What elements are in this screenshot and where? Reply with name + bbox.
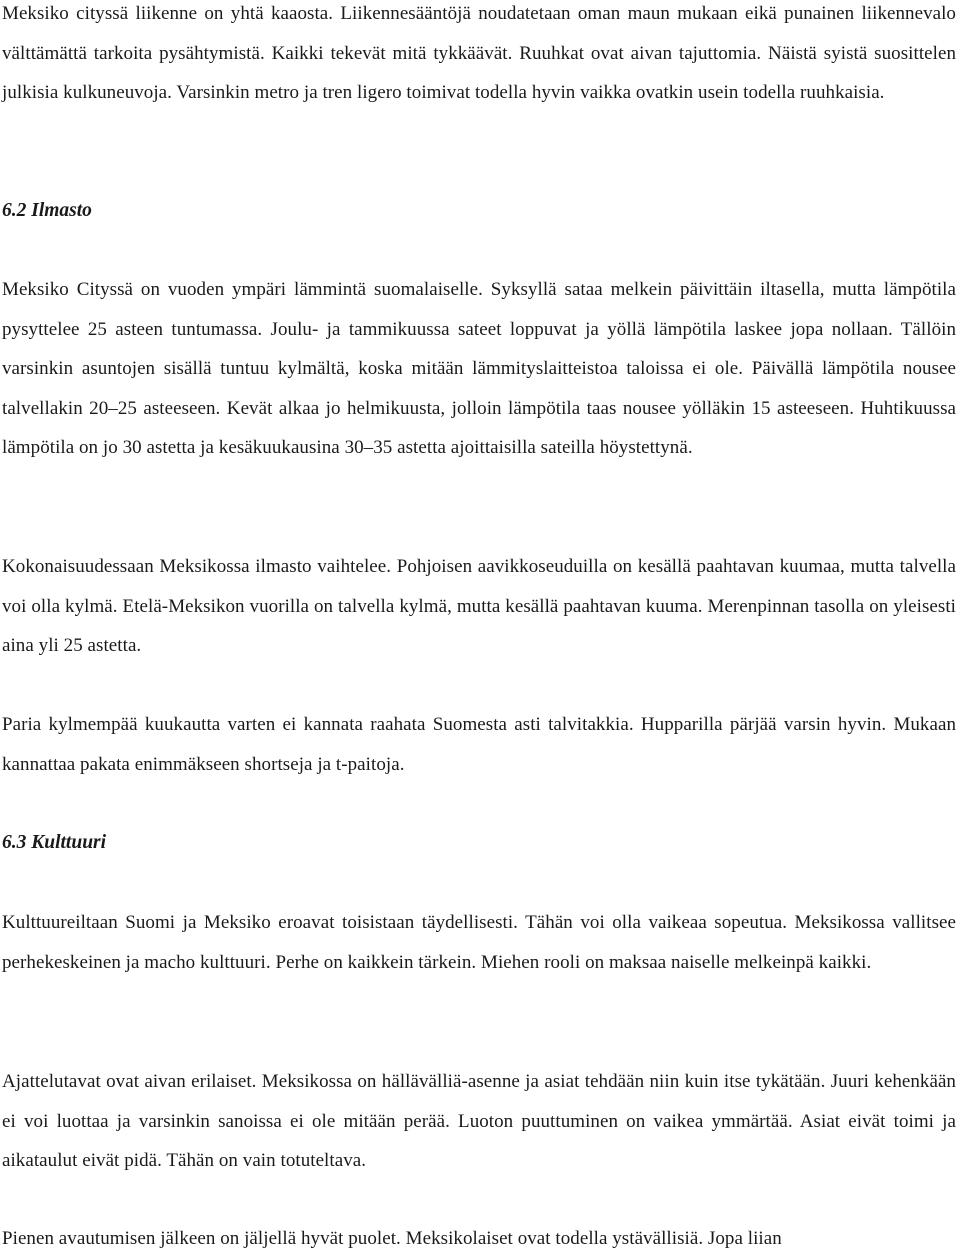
section-heading-climate: 6.2 Ilmasto: [2, 200, 92, 221]
paragraph-climate-overall: Kokonaisuudessaan Meksikossa ilmasto vaihtelee. Pohjoisen aavikkoseuduilla on kesällä paahtavan kuumaa, mutta talvella voi olla kylmä. Etelä-Meksikon vuorilla on talvella kylmä, mutta kesällä paahtavan kuuma. Merenpinnan tasolla on yleisesti aina yli 25 astetta.: [2, 556, 956, 656]
paragraph-culture-intro: Kulttuureiltaan Suomi ja Meksiko eroavat toisistaan täydellisesti. Tähän voi olla vaikeaa sopeutua. Meksikossa vallitsee perhekeskeinen ja macho kulttuuri. Perhe on kaikkein tärkein. Miehen rooli on maksaa naiselle melkeinpä kaikki.: [2, 912, 956, 973]
section-heading-culture: 6.3 Kulttuuri: [2, 832, 107, 853]
paragraph-culture-positives: Pienen avautumisen jälkeen on jäljellä hyvät puolet. Meksikolaiset ovat todella ystävällisiä. Jopa liian: [2, 1228, 782, 1249]
paragraph-climate-clothing: Paria kylmempää kuukautta varten ei kannata raahata Suomesta asti talvitakkia. Hupparilla pärjää varsin hyvin. Mukaan kannattaa pakata enimmäkseen shortseja ja t-paitoja.: [2, 714, 956, 775]
paragraph-climate-city: Meksiko Cityssä on vuoden ympäri lämmintä suomalaiselle. Syksyllä sataa melkein päivittäin iltasella, mutta lämpötila pysyttelee 25 asteen tuntumassa. Joulu- ja tammikuussa sateet loppuvat ja yöllä lämpötila laskee jopa nollaan. Tällöin varsinkin asuntojen sisällä tuntuu kylmältä, koska mitään lämmityslaitteistoa taloissa ei ole. Päivällä lämpötila nousee talvellakin 20–25 asteeseen. Kevät alkaa jo helmikuusta, jolloin lämpötila taas nousee yölläkin 15 asteeseen. Huhtikuussa lämpötila on jo 30 astetta ja kesäkuukausina 30–35 astetta ajoittaisilla sateilla höystettynä.: [2, 279, 956, 458]
paragraph-culture-mindset: Ajattelutavat ovat aivan erilaiset. Meksikossa on hällävälliä-asenne ja asiat tehdään niin kuin itse tykätään. Juuri kehenkään ei voi luottaa ja varsinkin sanoissa ei ole mitään perää. Luoton puuttuminen on vaikea ymmärtää. Asiat eivät toimi ja aikataulut eivät pidä. Tähän on vain totuteltava.: [2, 1071, 956, 1171]
paragraph-traffic: Meksiko cityssä liikenne on yhtä kaaosta. Liikennesääntöjä noudatetaan oman maun mukaan eikä punainen liikennevalo välttämättä tarkoita pysähtymistä. Kaikki tekevät mitä tykkäävät. Ruuhkat ovat aivan tajuttomia. Näistä syistä suosittelen julkisia kulkuneuvoja. Varsinkin metro ja tren ligero toimivat todella hyvin vaikka ovatkin usein todella ruuhkaisia.: [2, 3, 956, 103]
